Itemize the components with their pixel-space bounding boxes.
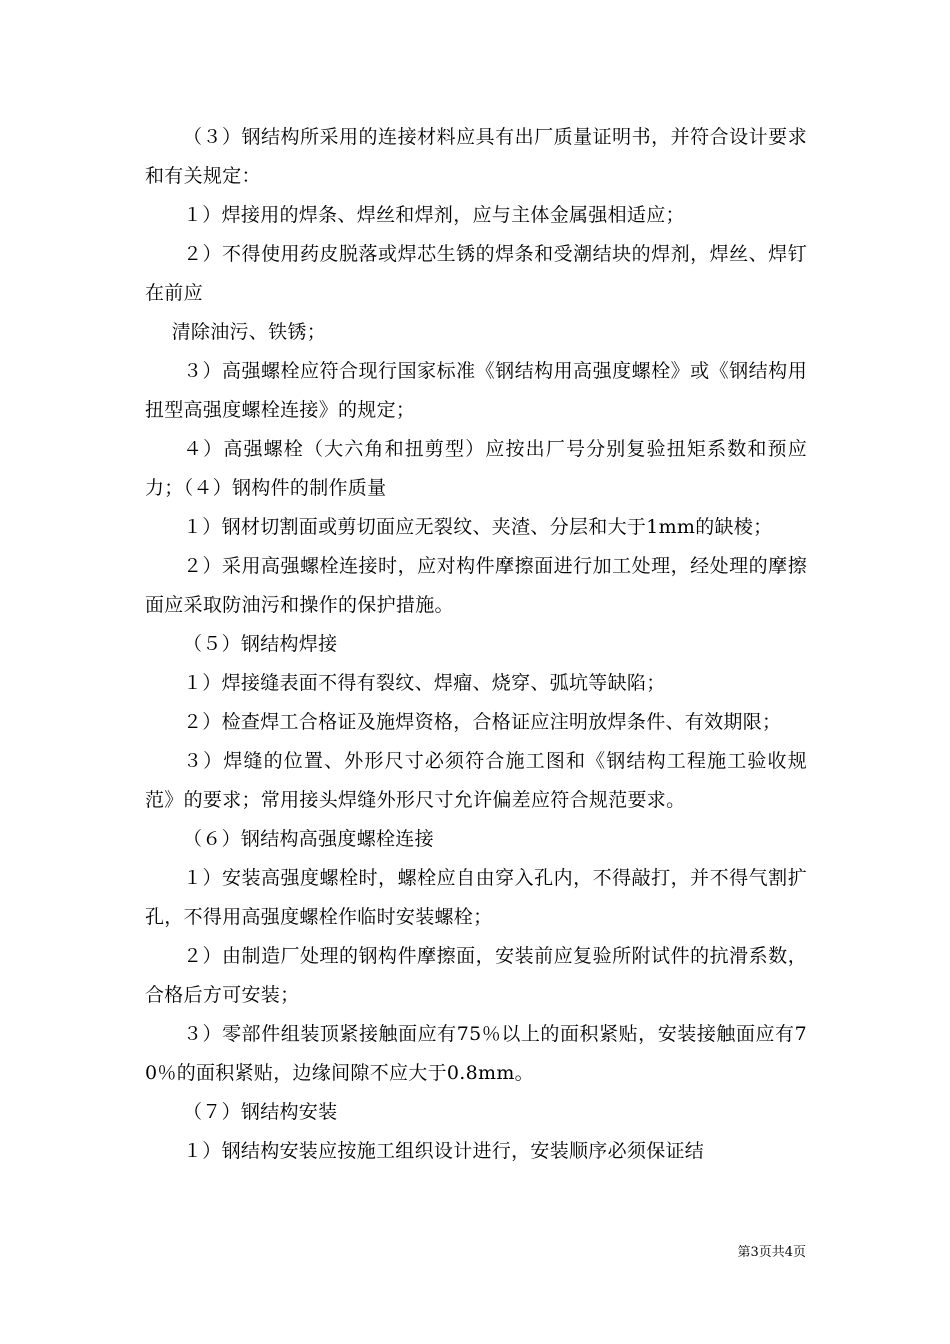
paragraph-3-1-welding-materials: １）焊接用的焊条、焊丝和焊剂，应与主体金属强相适应； — [183, 204, 685, 226]
page-number-footer: 第3页共4页 — [737, 1245, 806, 1260]
paragraph-7-1-installation-sequence: １）钢结构安装应按施工组织设计进行，安装顺序必须保证结 — [183, 1140, 705, 1162]
paragraph-3-connection-materials: （３）钢结构所采用的连接材料应具有出厂质量证明书，并符合设计要求和有关规定： — [145, 126, 807, 187]
paragraph-4-2-friction-surface: ２）采用高强螺栓连接时，应对构件摩擦面进行加工处理，经处理的摩擦面应采取防油污和操作的保护措施。 — [145, 555, 807, 616]
paragraph-5-2-welder-certificate: ２）检查焊工合格证及施焊资格，合格证应注明放焊条件、有效期限； — [183, 711, 782, 733]
heading-6-bolt-connection: （６）钢结构高强度螺栓连接 — [183, 828, 434, 850]
paragraph-5-3-weld-dimensions: ３）焊缝的位置、外形尺寸必须符合施工图和《钢结构工程施工验收规范》的要求；常用接头焊缝外形尺寸允许偏差应符合规范要求。 — [145, 750, 807, 811]
heading-7-steel-installation: （７）钢结构安装 — [183, 1101, 338, 1123]
paragraph-3-2-no-damaged-electrodes: ２）不得使用药皮脱落或焊芯生锈的焊条和受潮结块的焊剂，焊丝、焊钉在前应 — [145, 243, 807, 304]
paragraph-5-1-weld-defects: １）焊接缝表面不得有裂纹、焊瘤、烧穿、弧坑等缺陷； — [183, 672, 666, 694]
paragraph-3-3-high-strength-bolts: ３）高强螺栓应符合现行国家标准《钢结构用高强度螺栓》或《钢结构用扭型高强度螺栓连接》的规定； — [145, 360, 807, 421]
paragraph-3-4-bolt-retest: ４）高强螺栓（大六角和扭剪型）应按出厂号分别复验扭矩系数和预应力；（４）钢构件的制作质量 — [145, 438, 807, 499]
paragraph-6-3-contact-surface: ３）零部件组装顶紧接触面应有75％以上的面积紧贴，安装接触面应有70％的面积紧贴，边缘间隙不应大于0.8mm。 — [145, 1023, 807, 1084]
paragraph-3-2-continued: 清除油污、铁锈； — [171, 321, 326, 343]
paragraph-6-2-anti-slip-coefficient: ２）由制造厂处理的钢构件摩擦面，安装前应复验所附试件的抗滑系数，合格后方可安装； — [145, 945, 807, 1006]
document-body — [145, 118, 807, 1171]
heading-5-steel-welding: （５）钢结构焊接 — [183, 633, 338, 655]
paragraph-4-1-cutting-surface: １）钢材切割面或剪切面应无裂纹、夹渣、分层和大于1mm的缺棱； — [183, 516, 773, 538]
paragraph-6-1-bolt-installation: １）安装高强度螺栓时，螺栓应自由穿入孔内，不得敲打，并不得气割扩孔，不得用高强度螺栓作临时安装螺栓； — [145, 867, 807, 928]
